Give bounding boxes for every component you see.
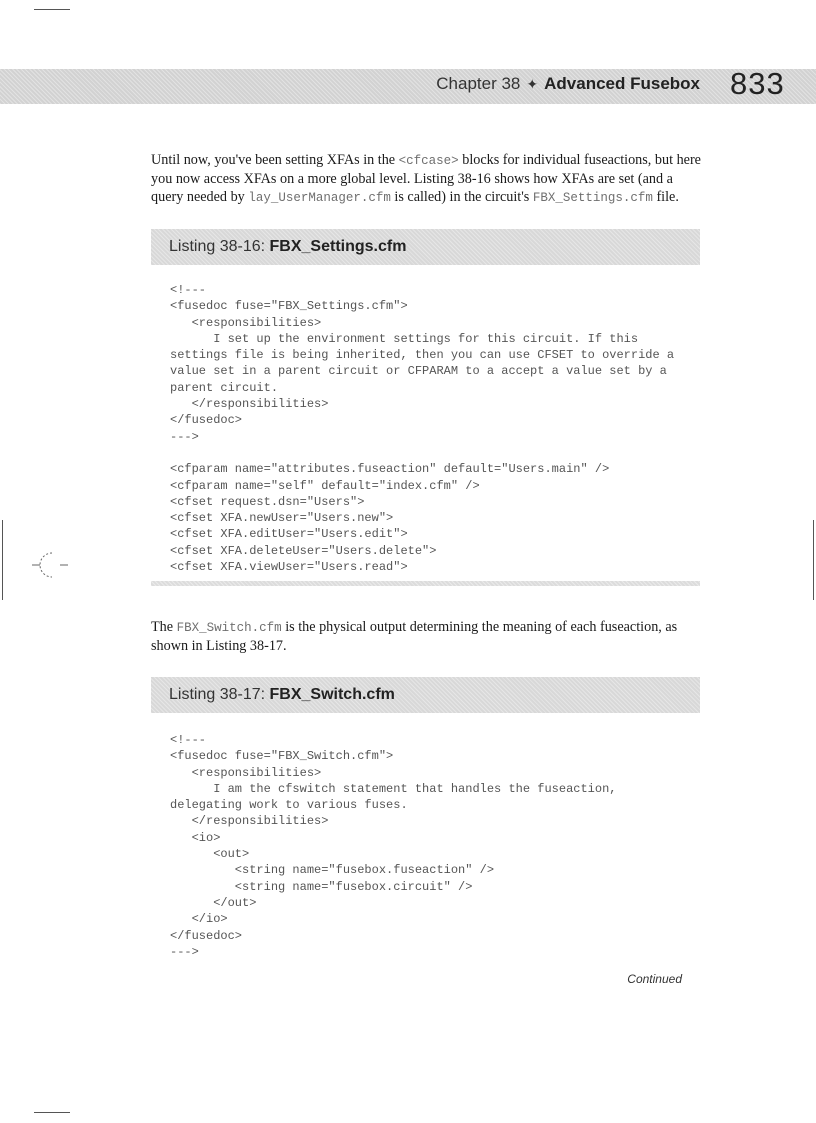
- intro-paragraph: [151, 151, 703, 207]
- text-run: is called) in the circuit's: [390, 189, 533, 205]
- text-run: is the physical output determining the meaning of each fuseaction, as shown in Listing 38-17.: [151, 619, 678, 654]
- page-number: 833: [730, 66, 785, 101]
- inline-code: <cfcase>: [398, 154, 459, 168]
- listing-filename: FBX_Switch.cfm: [269, 686, 395, 703]
- inline-code: FBX_Switch.cfm: [176, 621, 282, 635]
- listing-bottom-rule: [151, 581, 700, 586]
- crop-mark-top-left: [34, 9, 70, 10]
- listing-label: Listing 38-17:: [169, 686, 270, 703]
- text-run: file.: [652, 189, 679, 205]
- continued-label: Continued: [627, 972, 682, 986]
- listing-title: [151, 229, 700, 265]
- crop-mark-bottom-left: [34, 1112, 70, 1113]
- chapter-label: Chapter 38: [436, 74, 521, 93]
- listing-filename: FBX_Settings.cfm: [269, 238, 407, 255]
- body-paragraph: [151, 618, 703, 655]
- header-separator-icon: ✦: [526, 76, 539, 92]
- code-listing: <!--- <fusedoc fuse="FBX_Switch.cfm"> <responsibilities> I am the cfswitch statement that handles the fuseaction, delegating work to various fuses. </responsibilities> <io> <out> <string name="fusebox.fuseaction" /> <string name="fusebox.circuit" /> </out> </io> </fusedoc> --->: [170, 733, 617, 959]
- text-run: The: [151, 619, 177, 635]
- crop-mark-right-edge: [813, 520, 814, 600]
- inline-code: lay_UserManager.cfm: [248, 191, 391, 205]
- text-run: blocks for individual fuseactions, but here you now access XFAs on a more global level. Listing 38-16 shows how XFAs are set (and a query needed by: [151, 152, 701, 205]
- code-listing: <!--- <fusedoc fuse="FBX_Settings.cfm"> <responsibilities> I set up the environment settings for this circuit. If this settings file is being inherited, then you can use CFSET to override a value set in a parent circuit or CFPARAM to a accept a value set by a parent circuit. </responsibilities> </fusedoc> ---> <cfparam name="attributes.fuseaction" default="Users.main" /> <cfparam name="self" default="index.cfm" /> <cfset request.dsn="Users"> <cfset XFA.newUser="Users.new"> <cfset XFA.editUser="Users.edit"> <cfset XFA.deleteUser="Users.delete"> <cfset XFA.viewUser="Users.read">: [170, 283, 675, 575]
- chapter-title: Advanced Fusebox: [544, 74, 700, 93]
- listing-title: [151, 677, 700, 713]
- crop-mark-left-edge: [2, 520, 3, 600]
- text-run: Until now, you've been setting XFAs in the: [151, 152, 399, 168]
- inline-code: FBX_Settings.cfm: [532, 191, 653, 205]
- running-header: [436, 74, 700, 94]
- listing-label: Listing 38-16:: [169, 238, 270, 255]
- registration-mark-icon: [30, 550, 70, 580]
